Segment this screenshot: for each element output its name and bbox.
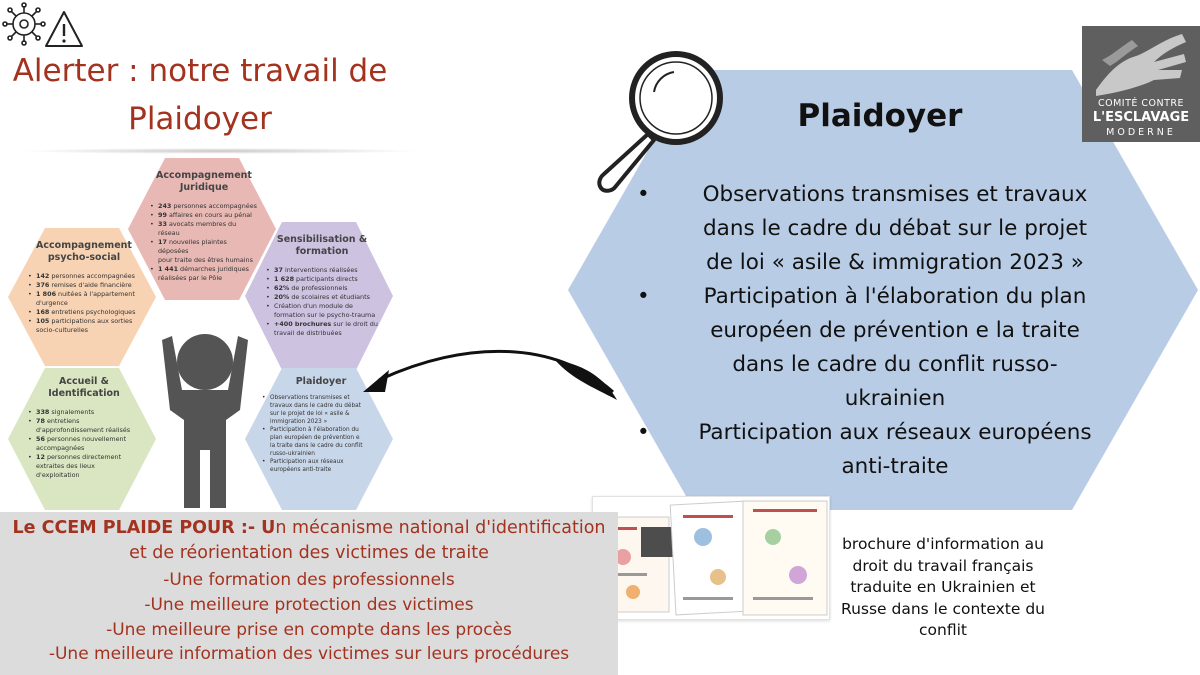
warning-triangle-icon xyxy=(46,12,82,46)
list-item: • Observations transmises et travaux dans le cadre du débat sur le projet de loi « asile & immigration 2023 » xyxy=(262,394,380,426)
hex-psycho-content xyxy=(28,240,140,335)
title-divider xyxy=(20,148,420,154)
list-item: • 168 entretiens psychologiques xyxy=(28,308,140,317)
list-item: • 20% de scolaires et étudiants xyxy=(266,293,378,302)
list-item: • +400 brochures sur le droit du travail de distribuées xyxy=(266,320,378,338)
advocacy-line-6: -Une meilleure information des victimes sur leurs procédures xyxy=(48,644,570,664)
advocacy-lead: Le CCEM PLAIDE POUR :- Un mécanisme national d'identification xyxy=(12,518,606,538)
advocacy-line-5: -Une meilleure prise en compte dans les procès xyxy=(106,620,512,640)
list-item: • Participation à l'élaboration du plan européen de prévention e la traite dans le cadre du conflit russo- ukrainien xyxy=(625,280,1125,416)
list-item: • 78 entretiens d'approfondissement réalisés xyxy=(28,417,140,435)
page-title-line-1: Alerter : notre travail de xyxy=(12,53,388,89)
big-hex-title: Plaidoyer xyxy=(797,98,963,134)
hex-accueil-list xyxy=(28,408,140,480)
list-item: • Participation aux réseaux européens anti-traite xyxy=(262,458,380,474)
brochure-caption: brochure d'information au droit du travail français traduite en Ukrainien et Russe dans le contexte du conflit xyxy=(841,535,1045,639)
hex-psycho-title: Accompagnement psycho-social xyxy=(36,240,132,263)
hex-juridique-content xyxy=(150,170,258,283)
list-item: • 1 806 nuitées à l'appartement d'urgence xyxy=(28,290,140,308)
ccem-logo xyxy=(1082,26,1200,142)
list-item: • 33 avocats membres du réseau xyxy=(150,220,258,238)
hex-juridique-title: Accompagnement Juridique xyxy=(156,170,252,193)
logo-line-3: MODERNE xyxy=(1106,127,1176,138)
list-item: • 12 personnes directement extraites des lieux d'exploitation xyxy=(28,453,140,480)
advocacy-line-4: -Une meilleure protection des victimes xyxy=(144,595,474,615)
curved-arrow-icon xyxy=(355,320,620,430)
list-item: • 56 personnes nouvellement accompagnées xyxy=(28,435,140,453)
list-item: • 1 441 démarches juridiques réalisées par le Pôle xyxy=(150,265,258,283)
list-item: • Observations transmises et travaux dans le cadre du débat sur le projet de loi « asile & immigration 2023 » xyxy=(625,178,1125,280)
virus-gear-icon xyxy=(3,3,45,45)
logo-line-1: COMITÉ CONTRE xyxy=(1097,98,1185,109)
list-item: • 1 628 participants directs xyxy=(266,275,378,284)
big-hex-list xyxy=(625,178,1125,484)
hex-psycho-list xyxy=(28,272,140,335)
hands-logo-icon xyxy=(1092,30,1192,100)
brochure-image xyxy=(592,496,830,620)
list-item: • 37 interventions réalisées xyxy=(266,266,378,275)
list-item: • Création d'un module de formation sur le psycho-trauma xyxy=(266,302,378,320)
hex-accueil-title: Accueil & Identification xyxy=(48,376,120,399)
list-item: • 105 participations aux sorties socio-culturelles xyxy=(28,317,140,335)
list-item: • 338 signalements xyxy=(28,408,140,417)
logo-line-2: L'ESCLAVAGE xyxy=(1092,110,1190,125)
person-figure-icon xyxy=(150,330,260,512)
brochure-illustration-icon xyxy=(593,497,831,621)
list-item: • 376 remises d'aide financière xyxy=(28,281,140,290)
hex-sensibilisation-title: Sensibilisation & formation xyxy=(276,234,368,257)
hex-juridique-list xyxy=(150,202,258,283)
hex-plaidoyer-small-title: Plaidoyer xyxy=(295,376,347,387)
hex-accueil-content xyxy=(28,376,140,480)
list-item: • 142 personnes accompagnées xyxy=(28,272,140,281)
list-item: • Participation aux réseaux européens anti-traite xyxy=(625,416,1125,484)
header-icons xyxy=(0,0,84,52)
list-item: • 99 affaires en cours au pénal xyxy=(150,211,258,220)
list-item: • 62% de professionnels xyxy=(266,284,378,293)
list-item: • 243 personnes accompagnées xyxy=(150,202,258,211)
magnifying-glass-icon xyxy=(594,40,734,200)
list-item: • 17 nouvelles plaintes déposées pour traite des êtres humains xyxy=(150,238,258,265)
advocacy-line-3: -Une formation des professionnels xyxy=(163,570,455,590)
list-item: • Participation à l'élaboration du plan européen de prévention e la traite dans le cadre du conflit russo-ukrainien xyxy=(262,426,380,458)
advocacy-line-2: et de réorientation des victimes de traite xyxy=(129,543,489,563)
page-title-line-2: Plaidoyer xyxy=(128,101,272,137)
